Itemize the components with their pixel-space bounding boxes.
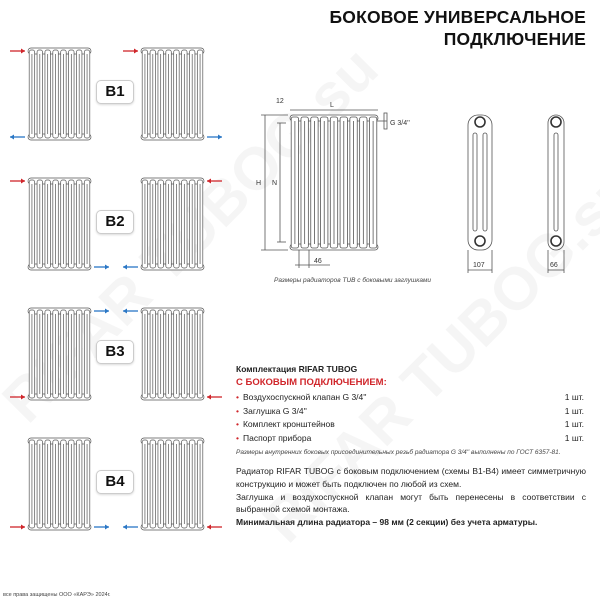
supply-arrow-icon (207, 395, 222, 400)
schema-label: B1 (96, 80, 134, 104)
title-line-2: ПОДКЛЮЧЕНИЕ (443, 29, 586, 49)
kit-item (236, 391, 584, 405)
return-arrow-icon (123, 265, 138, 270)
side-view-107 (468, 115, 492, 273)
kit-section (236, 364, 584, 456)
supply-arrow-icon (10, 525, 25, 530)
kit-item (236, 405, 584, 419)
dim-H: H (256, 180, 262, 187)
return-arrow-icon (94, 309, 109, 314)
bullet-icon: • (236, 392, 239, 402)
return-arrow-icon (94, 265, 109, 270)
return-arrow-icon (123, 525, 138, 530)
kit-heading: Комплектация RIFAR TUBOG (236, 364, 358, 374)
kit-subheading: С БОКОВЫМ ПОДКЛЮЧЕНИЕМ: (236, 377, 387, 388)
kit-item-name: Воздухоспускной клапан G 3/4'' (242, 392, 367, 402)
supply-arrow-icon (10, 49, 25, 54)
dim-12: 12 (276, 98, 284, 105)
kit-item-qty: 1 шт. (564, 432, 584, 443)
page-title (329, 6, 586, 50)
return-arrow-icon (207, 135, 222, 140)
kit-list (236, 391, 584, 445)
bullet-icon: • (236, 405, 239, 416)
kit-item-qty: 1 шт. (564, 405, 584, 416)
title-line-1: БОКОВОЕ УНИВЕРСАЛЬНОЕ (329, 7, 586, 27)
description (236, 465, 586, 529)
return-arrow-icon (10, 135, 25, 140)
side-view-66 (548, 115, 564, 273)
schema-label: B2 (96, 210, 134, 234)
kit-item (236, 432, 584, 446)
drawing-caption: Размеры радиаторов TUB с боковыми заглушками (274, 277, 432, 284)
dim-thread: G 3/4'' (390, 120, 410, 127)
description-p1: Радиатор RIFAR TUBOG с боковым подключением (схемы В1-В4) имеет симметричную конструкцию и может быть подключен по любой из схем. (236, 466, 586, 489)
copyright-footer: все права защищены ООО «КАРЭ» 2024г. (3, 592, 111, 598)
kit-item-qty: 1 шт. (564, 419, 584, 429)
supply-arrow-icon (10, 395, 25, 400)
return-arrow-icon (123, 309, 138, 314)
kit-note: Размеры внутренних боковых присоединительных резьб радиатора G 3/4'' выполнены по ГОСТ 6357-81. (236, 449, 561, 456)
supply-arrow-icon (123, 49, 138, 54)
schema-label: B3 (96, 340, 134, 364)
dim-107: 107 (473, 262, 485, 269)
kit-item (236, 418, 584, 432)
description-p3: Минимальная длина радиатора – 98 мм (2 секции) без учета арматуры. (236, 517, 538, 528)
dim-N: N (272, 180, 278, 187)
dim-L: L (330, 102, 334, 109)
supply-arrow-icon (207, 525, 222, 530)
schema-b3 (0, 298, 230, 408)
bullet-icon: • (236, 432, 239, 443)
supply-arrow-icon (10, 179, 25, 184)
supply-arrow-icon (207, 179, 222, 184)
kit-item-name: Паспорт прибора (242, 432, 312, 443)
schema-b2 (0, 168, 230, 278)
schema-label: B4 (96, 470, 134, 494)
description-p2: Заглушка и воздухоспускной клапан могут быть перенесены в соответствии с выбранной схемой монтажа. (236, 491, 586, 515)
dim-46: 46 (314, 258, 322, 265)
front-view-radiator (290, 115, 378, 250)
dim-66: 66 (550, 262, 558, 269)
dimension-drawing (240, 95, 600, 285)
kit-item-name: Заглушка G 3/4'' (242, 405, 307, 416)
bullet-icon: • (236, 419, 239, 429)
return-arrow-icon (94, 525, 109, 530)
schema-b1 (0, 38, 230, 148)
schema-b4 (0, 428, 230, 538)
kit-item-qty: 1 шт. (564, 392, 584, 402)
kit-item-name: Комплект кронштейнов (242, 419, 335, 429)
